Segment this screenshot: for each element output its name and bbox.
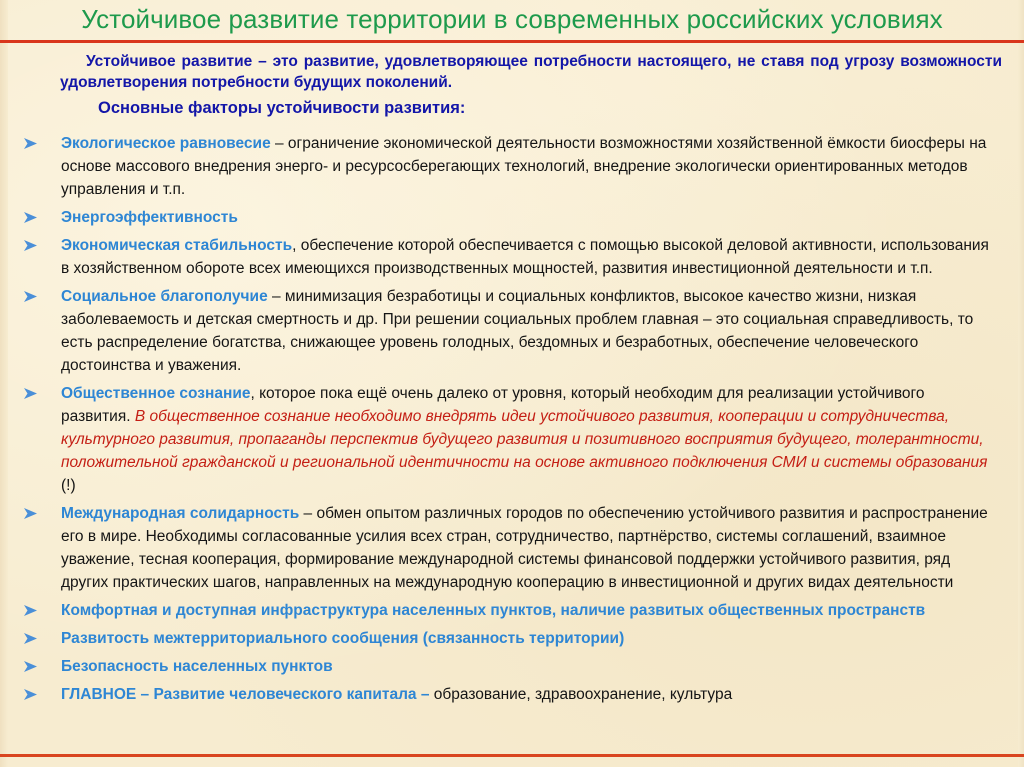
arrowhead-bullet-icon — [24, 599, 37, 622]
arrowhead-bullet-icon — [24, 683, 37, 706]
list-item — [0, 599, 1024, 622]
title-underline-rule — [0, 40, 1024, 43]
arrowhead-bullet-icon — [24, 285, 37, 308]
factor-text: – минимизация безработицы и социальных конфликтов, высокое качество жизни, низкая заболеваемость и детская смертность и др. При решении социальных проблем главная – это социальная справедливость, то есть распределение богатства, снижающее уровень голодных, бездомных и безработных, обеспечение человеческого достоинства и уважения. — [61, 288, 974, 374]
list-item — [0, 285, 1024, 377]
factor-key: Развитость межтерриториального сообщения (связанность территории) — [61, 630, 625, 647]
arrowhead-bullet-icon — [24, 502, 37, 525]
bottom-rule — [0, 754, 1024, 757]
factor-key: Общественное сознание — [61, 385, 251, 402]
arrowhead-bullet-icon — [24, 655, 37, 678]
factor-key: Энергоэффективность — [61, 209, 238, 226]
factor-key: Экологическое равновесие — [61, 135, 271, 152]
factor-tail: (!) — [61, 477, 76, 494]
factor-text: , которое пока ещё очень далеко от уровня, который необходим для реализации устойчивого развития. — [61, 385, 925, 425]
list-item — [0, 234, 1024, 280]
factor-key: ГЛАВНОЕ – Развитие человеческого капитала – — [61, 686, 430, 703]
arrowhead-bullet-icon — [24, 132, 37, 155]
list-item — [0, 206, 1024, 229]
arrowhead-bullet-icon — [24, 234, 37, 257]
factor-key: Социальное благополучие — [61, 288, 268, 305]
factor-text: образование, здравоохранение, культура — [429, 686, 733, 703]
arrowhead-bullet-icon — [24, 206, 37, 229]
factor-text: , обеспечение которой обеспечивается с помощью высокой деловой активности, использования в хозяйственном обороте всех имеющихся производственных мощностей, развития инвестиционной деятельности и т.п. — [61, 237, 989, 277]
factor-emphasis: В общественное сознание необходимо внедрять идеи устойчивого развития, кооперации и сотрудничества, культурного развития, пропаганды перспектив будущего развития и позитивного восприятия будущего, толерантности, положительной гражданской и региональной идентичности на основе активного подключения СМИ и системы образования — [61, 408, 988, 471]
factor-text: – обмен опытом различных городов по обеспечению устойчивого развития и распространение его в мире. Необходимы согласованные усилия всех стран, сотрудничество, партнёрство, системы соглашений, взаимное уважение, тесная кооперация, формирование международной системы финансовой поддержки устойчивого развития, ряд других практических шагов, направленных на международную кооперацию в инвестиционной и других видах деятельности — [61, 505, 988, 591]
slide-title: Устойчивое развитие территории в современных российских условиях — [81, 4, 943, 34]
factors-heading: Основные факторы устойчивости развития: — [98, 99, 466, 117]
arrowhead-bullet-icon — [24, 627, 37, 650]
factor-key: Экономическая стабильность — [61, 237, 293, 254]
factor-key: Комфортная и доступная инфраструктура населенных пунктов, наличие развитых общественных пространств — [61, 602, 926, 619]
list-item — [0, 382, 1024, 497]
list-item — [0, 132, 1024, 201]
arrowhead-bullet-icon — [24, 382, 37, 405]
factor-key: Международная солидарность — [61, 505, 300, 522]
list-item — [0, 627, 1024, 650]
definition-text: Устойчивое развитие – это развитие, удовлетворяющее потребности настоящего, не ставя под угрозу возможности удовлетворения потребности будущих поколений. — [60, 53, 1002, 91]
list-item — [0, 502, 1024, 594]
factor-text: – ограничение экономической деятельности возможностями хозяйственной ёмкости биосферы на основе массового внедрения энерго- и ресурсосберегающих технологий, внедрение экологически ориентированных методов управления и т.п. — [61, 135, 987, 198]
factors-list — [0, 132, 1024, 711]
list-item — [0, 655, 1024, 678]
factor-key: Безопасность населенных пунктов — [61, 658, 333, 675]
list-item — [0, 683, 1024, 706]
